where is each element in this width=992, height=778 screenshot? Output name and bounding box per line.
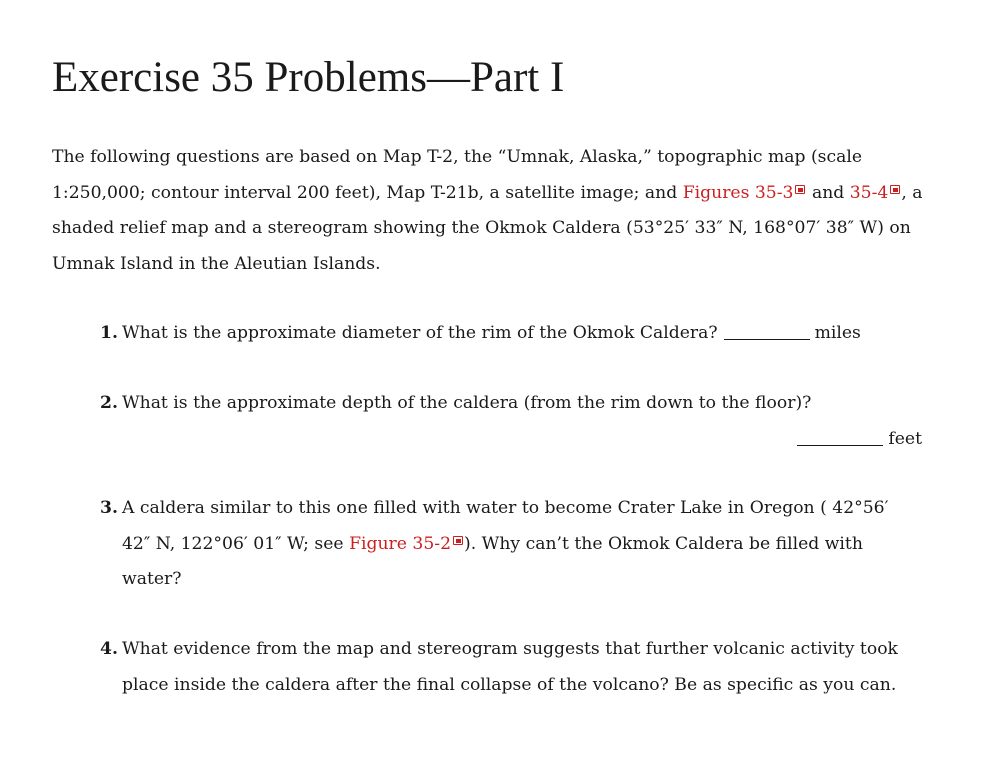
intro-text-2: , a shaded relief map and a stereogram showing the Okmok Caldera (53°25′ 33″ N, 168°07′ 38″ W) on Umnak Island in the Aleutian Islands. <box>52 182 923 274</box>
answer-blank[interactable] <box>797 431 883 446</box>
question-number: 2. <box>100 393 118 413</box>
intro-text-1: The following questions are based on Map T-2, the “Umnak, Alaska,” topographic map (scale 1:250,000; contour interval 200 feet), Map T-21b, a satellite image; and <box>52 147 863 203</box>
figure-35-4-link-label: 35-4 <box>849 182 889 203</box>
question-text: What evidence from the map and stereogram suggests that further volcanic activity took place inside the caldera after the final collapse of the volcano? Be as specific as you can. <box>121 639 898 695</box>
question-text: What is the approximate diameter of the rim of the Okmok Caldera? <box>121 323 718 343</box>
question-text: What is the approximate depth of the caldera (from the rim down to the floor)? <box>121 393 812 413</box>
answer-unit: miles <box>814 323 861 343</box>
question-text-2: ). Why can’t the Okmok Caldera be filled with water? <box>122 533 863 589</box>
figure-35-4-link[interactable] <box>850 183 902 203</box>
external-window-icon <box>453 536 463 545</box>
external-window-icon <box>890 185 900 194</box>
question-number: 1. <box>100 323 118 343</box>
external-window-icon <box>795 185 805 194</box>
figures-35-3-link[interactable] <box>683 183 807 203</box>
question-text-1: A caldera similar to this one filled with water to become Crater Lake in Oregon ( 42°56′ 42″ N, 122°06′ 01″ W; see <box>121 498 889 554</box>
question-1 <box>100 316 900 352</box>
question-2 <box>100 386 900 422</box>
page-title: Exercise 35 Problems—Part I <box>52 54 565 101</box>
intro-and-text: and <box>806 182 850 203</box>
figure-35-2-link-label: Figure 35-2 <box>349 533 452 554</box>
answer-blank[interactable] <box>724 325 810 340</box>
figure-35-2-link[interactable] <box>349 534 464 554</box>
question-number: 4. <box>100 639 118 659</box>
question-2-answer <box>791 422 922 458</box>
question-number: 3. <box>100 498 118 518</box>
answer-unit: feet <box>888 429 922 449</box>
figures-35-3-link-label: Figures 35-3 <box>682 182 794 203</box>
question-4 <box>100 632 922 703</box>
intro-paragraph <box>52 140 942 282</box>
question-3 <box>100 491 922 598</box>
